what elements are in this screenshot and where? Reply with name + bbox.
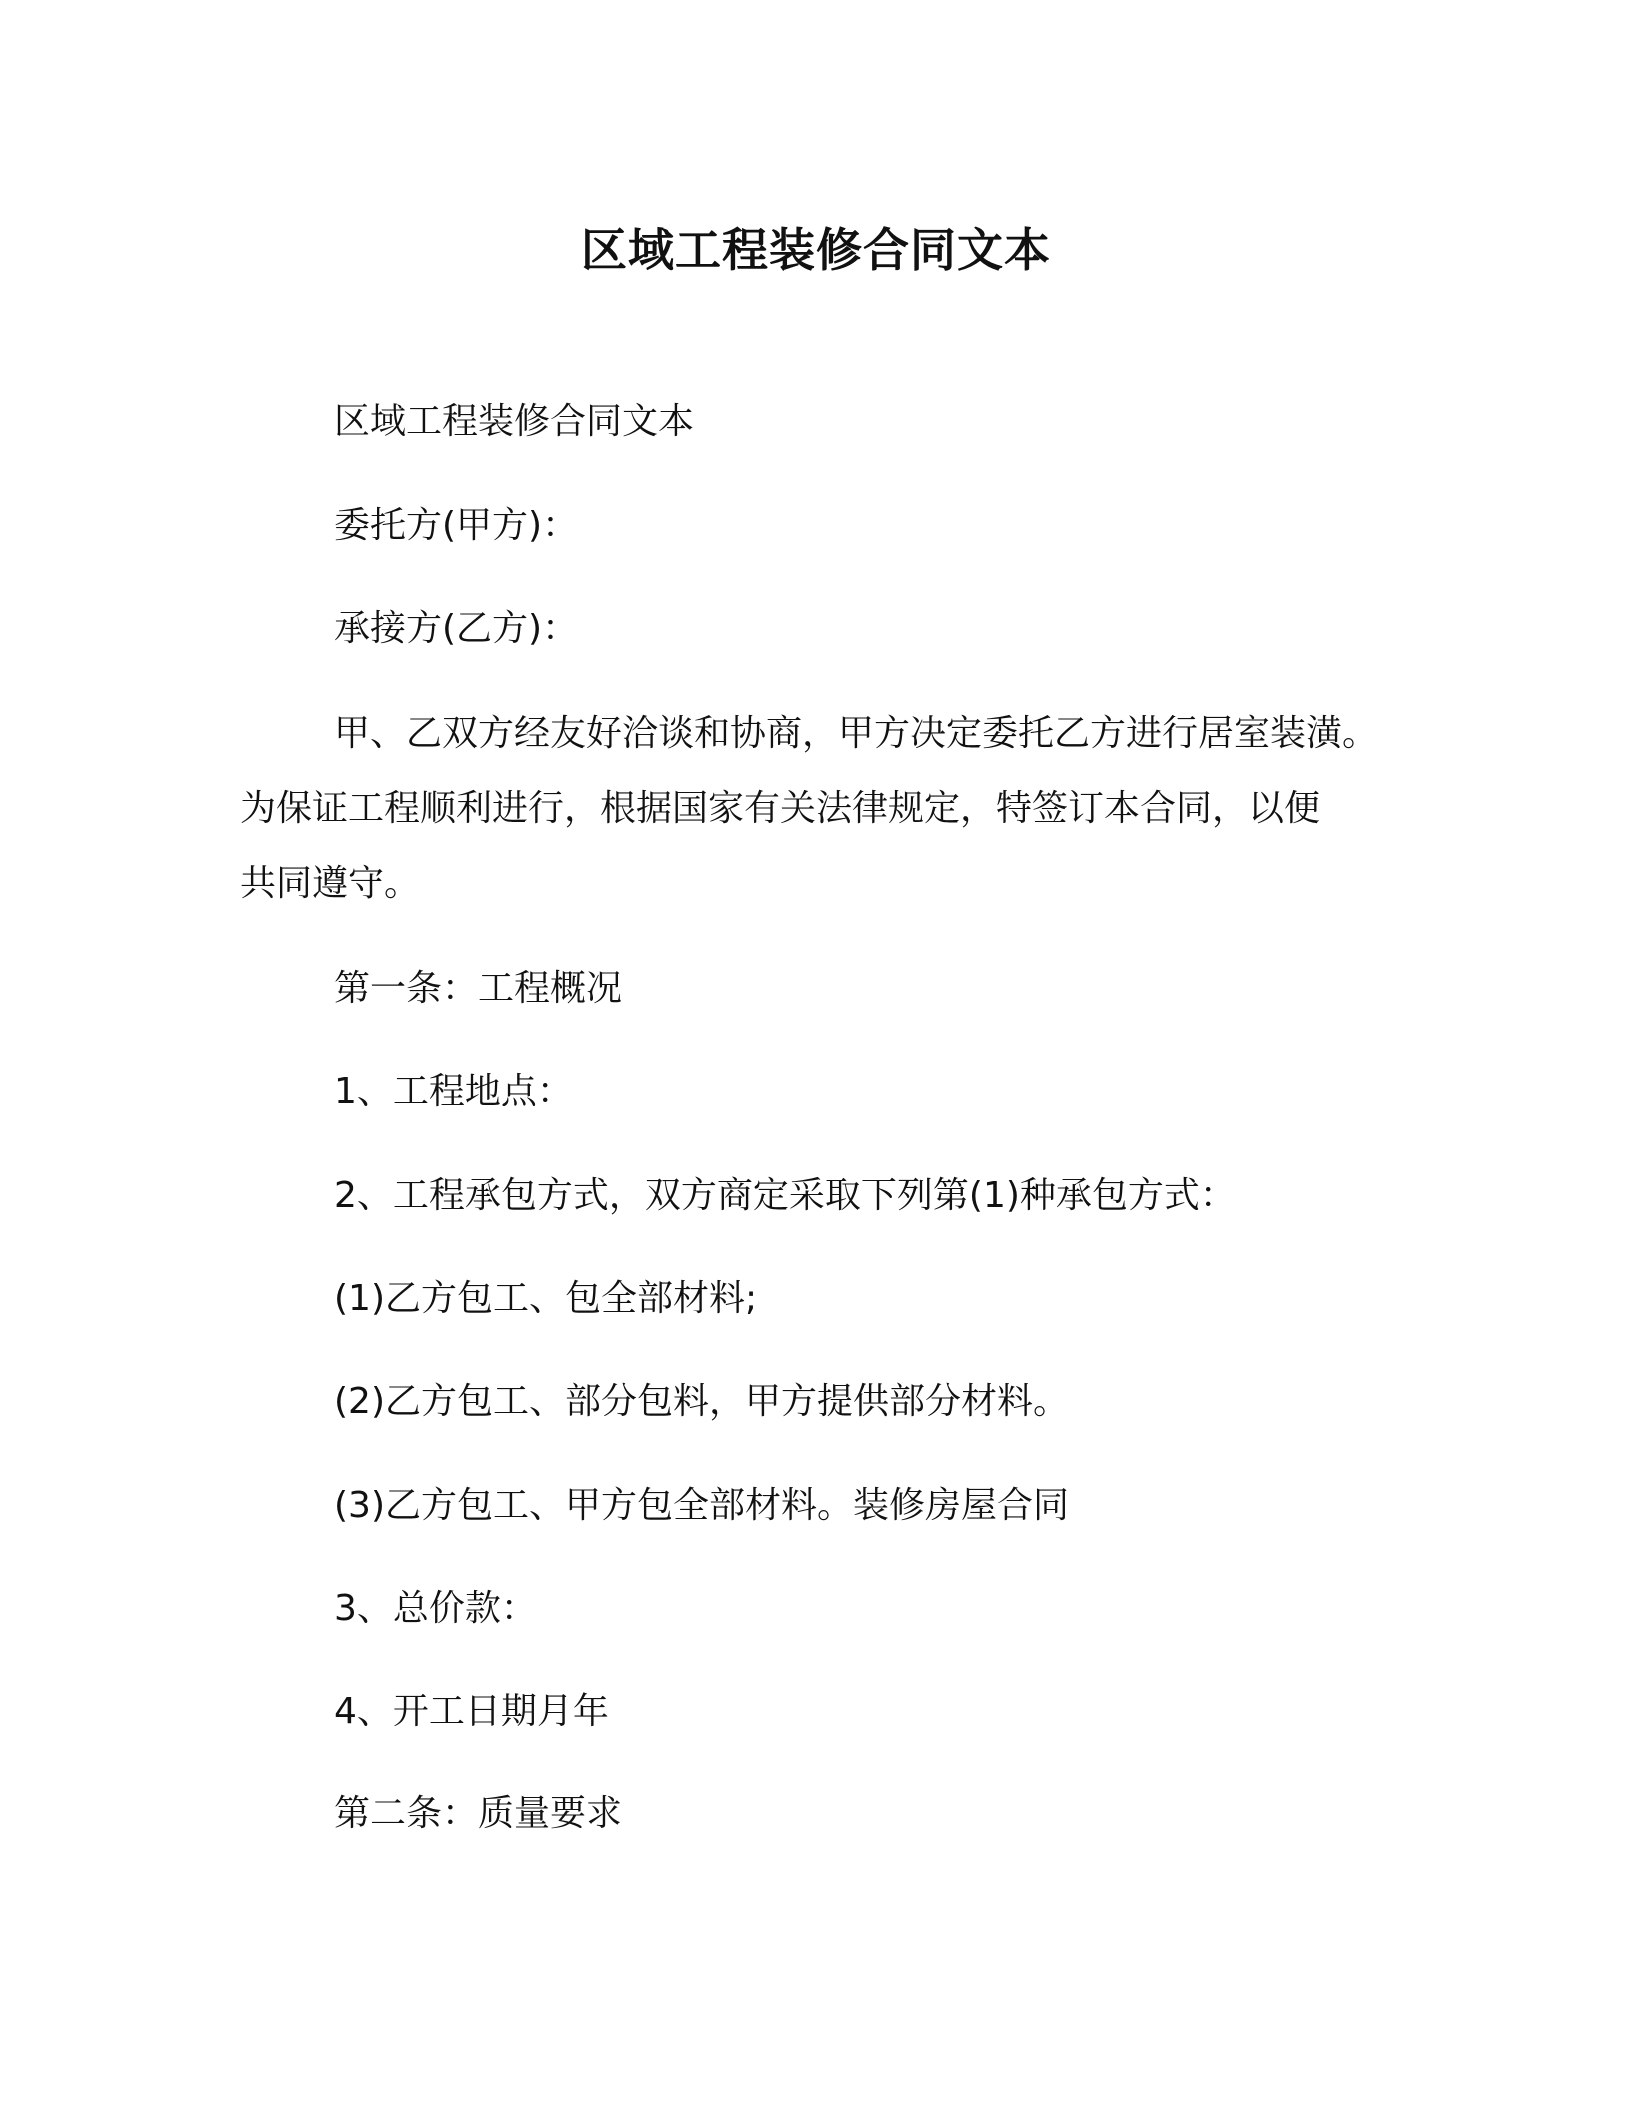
- article-2-heading: 第二条：质量要求: [334, 1793, 623, 1834]
- intro-paragraph-line-3: 共同遵守。: [240, 863, 421, 904]
- document-subtitle: 区域工程装修合同文本: [334, 401, 695, 442]
- item-4: 4、开工日期月年: [334, 1691, 609, 1732]
- option-1: (1)乙方包工、包全部材料;: [334, 1278, 758, 1319]
- item-1: 1、工程地点：: [334, 1071, 573, 1112]
- item-3: 3、总价款：: [334, 1588, 537, 1629]
- party-a-line: 委托方(甲方)：: [334, 505, 579, 546]
- intro-paragraph-line-1: 甲、乙双方经友好洽谈和协商，甲方决定委托乙方进行居室装潢。: [334, 713, 1379, 754]
- party-b-line: 承接方(乙方)：: [334, 608, 579, 649]
- article-1-heading: 第一条：工程概况: [334, 968, 623, 1009]
- option-3: (3)乙方包工、甲方包全部材料。装修房屋合同: [334, 1485, 1069, 1526]
- intro-paragraph-line-2: 为保证工程顺利进行，根据国家有关法律规定，特签订本合同，以便: [240, 788, 1321, 829]
- option-2: (2)乙方包工、部分包料，甲方提供部分材料。: [334, 1381, 1069, 1422]
- item-2: 2、工程承包方式，双方商定采取下列第(1)种承包方式：: [334, 1175, 1236, 1216]
- document-title: 区域工程装修合同文本: [581, 223, 1051, 277]
